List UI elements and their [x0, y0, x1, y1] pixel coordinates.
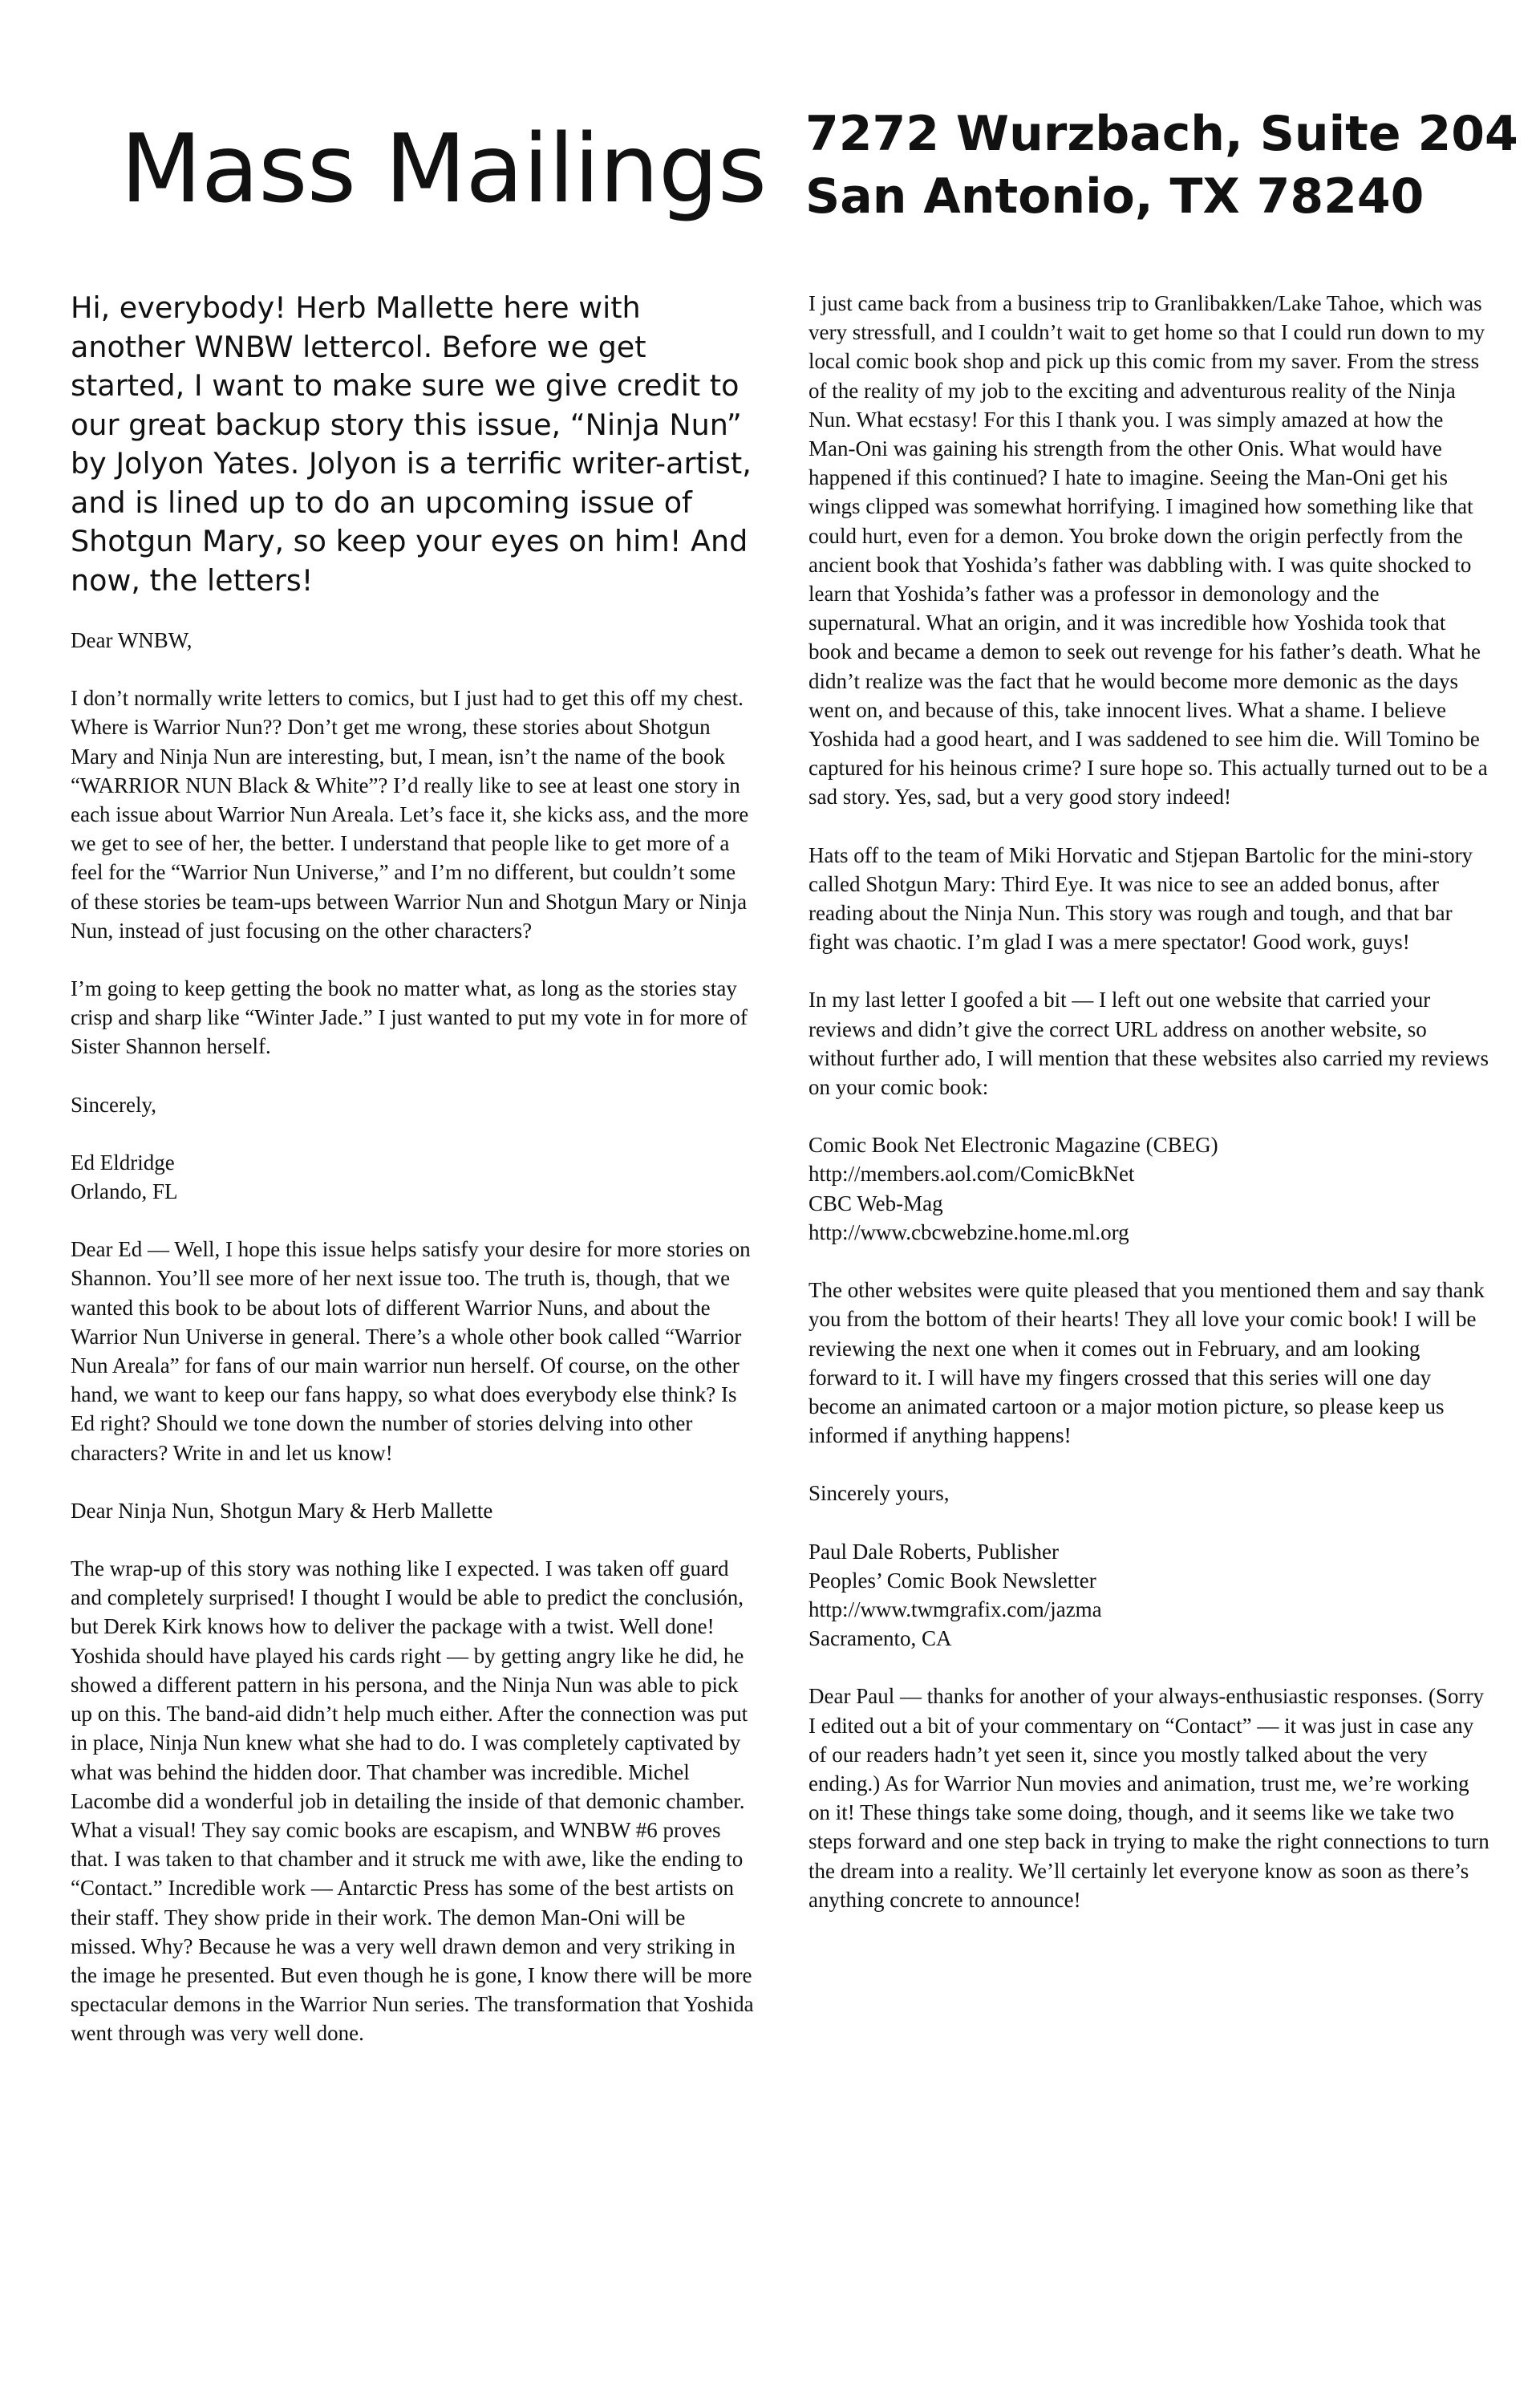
letter-paragraph: The wrap-up of this story was nothing like I expected. I was taken off guard and completely surprised! I thought I would be able to predict the conclusión, but Derek Kirk knows how to deliver the package with a twist. Well done! Yoshida should have played his cards right — by getting angry like he did, he showed a different pattern in his persona, and the Ninja Nun was able to pick up on this. The band-aid didn’t help much either. After the connection was put in place, Ninja Nun knew what she had to do. I was completely captivated by what was behind the hidden door. That chamber was incredible. Michel Lacombe did a wonderful job in detailing the inside of that demonic chamber. What a visual! They say comic books are escapism, and WNBW #6 proves that. I was taken to that chamber and it struck me with awe, like the ending to “Contact.” Incredible work — Antarctic Press has some of the best artists on their staff. They show pride in their work. The demon Man-Oni will be missed. Why? Because he was a very well drawn demon and very striking in the image he presented. But even though he is gone, I know there will be more spectacular demons in the Warrior Nun series. The transformation that Yoshida went through was very well done. — [71, 1556, 754, 2046]
website-url: http://www.cbcwebzine.home.ml.org — [808, 1219, 1129, 1244]
left-column — [71, 289, 754, 2077]
editor-reply: Dear Ed — Well, I hope this issue helps satisfy your desire for more stories on Shannon. You’ll see more of her next issue too. The truth is, though, that we wanted this book to be about lots of different Warrior Nuns, and about the Warrior Nun Universe in general. There’s a whole other book called “Warrior Nun Areala” for fans of our main warrior nun herself. Of course, on the other hand, we want to keep our fans happy, so what does everybody else think? Is Ed right? Should we tone down the number of stories delving into other characters? Write in and let us know! — [71, 1237, 751, 1465]
letter-signature-url: http://www.twmgrafix.com/jazma — [808, 1597, 1102, 1621]
letter-paragraph: Hats off to the team of Miki Horvatic and Stjepan Bartolic for the mini-story called Shotgun Mary: Third Eye. It was nice to see an added bonus, after reading about the Ninja Nun. This story was rough and tough, and that bar fight was chaotic. I’m glad I was a mere spectator! Good work, guys! — [808, 842, 1473, 955]
letter-closing: Sincerely, — [71, 1092, 156, 1117]
editor-reply: Dear Paul — thanks for another of your always-enthusiastic responses. (Sorry I edited out a bit of your commentary on “Contact” — it was just in case any of our readers hadn’t yet seen it, since you mostly talked about the very ending.) As for Warrior Nun movies and animation, trust me, we’re working on it! These things take some doing, though, and it seems like we take two steps forward and one step back in trying to make the right connections to turn the dream into a reality. We’ll certainly let everyone know as soon as there’s anything concrete to announce! — [808, 1684, 1489, 1912]
letter-signature-name: Paul Dale Roberts, Publisher — [808, 1539, 1059, 1564]
letter-salutation: Dear Ninja Nun, Shotgun Mary & Herb Mallette — [71, 1498, 493, 1523]
letter-paragraph: The other websites were quite pleased that you mentioned them and say thank you from the bottom of their hearts! They all love your comic book! I will be reviewing the next one when it comes out in February, and am looking forward to it. I will have my fingers crossed that this series will one day become an animated cartoon or a major motion picture, so please keep us informed if anything happens! — [808, 1278, 1485, 1448]
address-street: 7272 Wurzbach, Suite 204 — [805, 106, 1518, 162]
letter-paragraph: I just came back from a business trip to Granlibakken/Lake Tahoe, which was very stressfull, and I couldn’t wait to get home so that I could run down to my local comic book shop and pick up this comic from my saver. From the stress of the reality of my job to the exciting and adventurous reality of the Ninja Nun. What ecstasy! For this I thank you. I was simply amazed at how the Man-Oni was gaining his strength from the other Onis. What would have happened if this continued? I hate to imagine. Seeing the Man-Oni get his wings clipped was somewhat horrifying. I imagined how something like that could hurt, even for a demon. You broke down the origin perfectly from the ancient book that Yoshida’s father was dabbling with. I was quite shocked to learn that Yoshida’s father was a professor in demonology and the supernatural. What an origin, and it was incredible how Yoshida took that book and became a demon to seek out revenge for his father’s death. What he didn’t realize was the fact that he would become more demonic as the days went on, and because of this, take innocent lives. What a shame. I believe Yoshida had a good heart, and I was saddened to see him die. Will Tomino be captured for his heinous crime? I sure hope so. This actually turned out to be a sad story. Yes, sad, but a very good story indeed! — [808, 291, 1488, 810]
website-url: http://members.aol.com/ComicBkNet — [808, 1162, 1135, 1187]
letter-paragraph: I’m going to keep getting the book no matter what, as long as the stories stay crisp and sharp like “Winter Jade.” I just wanted to put my vote in for more of Sister Shannon herself. — [71, 976, 748, 1059]
address-city: San Antonio, TX 78240 — [805, 168, 1424, 225]
letter-signature-name: Ed Eldridge — [71, 1150, 175, 1175]
website-name: CBC Web-Mag — [808, 1191, 943, 1215]
letter-paragraph: I don’t normally write letters to comics, but I just had to get this off my chest. Where is Warrior Nun?? Don’t get me wrong, these stories about Shotgun Mary and Ninja Nun are interesting, but, I mean, isn’t the name of the book “WARRIOR NUN Black & White”? I’d really like to see at least one story in each issue about Warrior Nun Areala. Let’s face it, she kicks ass, and the more we get to see of her, the better. I understand that people like to get more of a feel for the “Warrior Nun Universe,” and I’m no different, but couldn’t some of these stories be team-ups between Warrior Nun and Shotgun Mary or Ninja Nun, instead of just focusing on the other characters? — [71, 686, 749, 943]
editor-intro: Hi, everybody! Herb Mallette here with another WNBW lettercol. Before we get started, I want to make sure we give credit to our great backup story this issue, “Ninja Nun” by Jolyon Yates. Jolyon is a terrific writer-artist, and is lined up to do an upcoming issue of Shotgun Mary, so keep your eyes on him! And now, the letters! — [71, 290, 752, 598]
letter-signature-org: Peoples’ Comic Book Newsletter — [808, 1568, 1096, 1593]
letter-salutation: Dear WNBW, — [71, 628, 192, 652]
mailing-address — [805, 103, 1518, 228]
letter-signature-location: Sacramento, CA — [808, 1626, 952, 1651]
letter-signature-location: Orlando, FL — [71, 1179, 178, 1204]
letter-paragraph: In my last letter I goofed a bit — I left out one website that carried your reviews and didn’t give the correct URL address on another website, so without further ado, I will mention that these websites also carried my reviews on your comic book: — [808, 988, 1489, 1100]
website-name: Comic Book Net Electronic Magazine (CBEG) — [808, 1133, 1218, 1158]
letter-closing: Sincerely yours, — [808, 1481, 950, 1506]
right-column — [808, 289, 1492, 1943]
page-title: Mass Mailings — [120, 113, 767, 224]
